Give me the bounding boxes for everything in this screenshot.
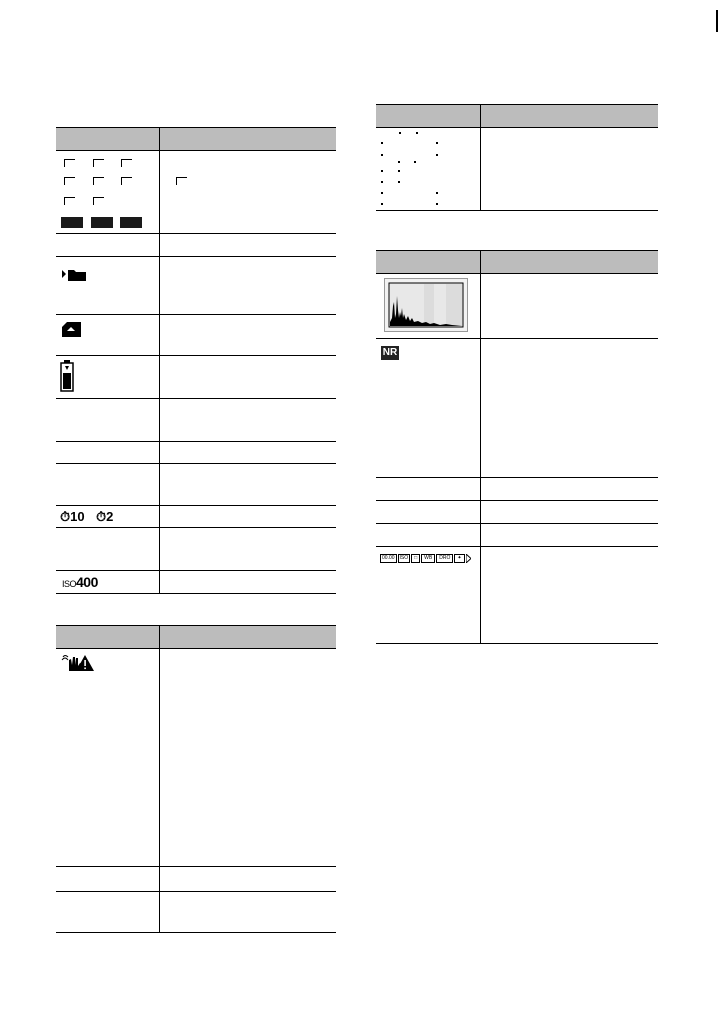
bracket-icon xyxy=(176,177,187,185)
af-point xyxy=(436,203,438,205)
af-point xyxy=(381,181,383,183)
image-size-desc xyxy=(160,151,336,233)
table-row xyxy=(56,234,336,257)
table-header xyxy=(376,105,658,128)
strip-cell: WB xyxy=(421,554,435,563)
display-table-2 xyxy=(56,625,336,933)
table-row xyxy=(56,315,336,356)
table-row xyxy=(56,649,336,867)
table-row xyxy=(376,128,658,210)
self-timer-10-value: 10 xyxy=(70,509,85,524)
self-timer-10-icon: ⏱10 xyxy=(60,509,85,524)
af-point xyxy=(381,142,383,144)
table-header xyxy=(56,626,336,649)
battery-icon xyxy=(60,360,74,392)
af-area-frame xyxy=(376,128,481,210)
strip-arrow-icon xyxy=(466,554,471,563)
table-header xyxy=(376,251,658,274)
display-table-4 xyxy=(376,250,658,644)
table-row xyxy=(56,151,336,234)
af-point xyxy=(381,170,383,172)
iso-prefix: ISO xyxy=(62,579,77,589)
table-row xyxy=(376,478,658,501)
af-point xyxy=(381,203,383,205)
af-point xyxy=(436,192,438,194)
memory-card-icon xyxy=(61,321,83,338)
bracket-icon xyxy=(64,177,75,185)
table-header xyxy=(56,128,336,151)
af-point xyxy=(399,132,401,134)
af-point xyxy=(398,161,400,163)
bracket-icon xyxy=(121,159,132,167)
strip-cell: ✦ xyxy=(454,554,464,563)
strip-cell: DRO xyxy=(436,554,453,563)
af-point xyxy=(398,170,400,172)
table-row xyxy=(56,399,336,442)
bracket-icon xyxy=(93,177,104,185)
folder-icon xyxy=(62,267,88,281)
self-timer-2-icon: ⏱2 xyxy=(96,509,114,524)
header-display-cell xyxy=(56,128,160,150)
bracket-icon xyxy=(121,177,132,185)
table-row xyxy=(56,892,336,932)
bracket-icon xyxy=(64,197,75,205)
table-row xyxy=(56,571,336,593)
strip-cell: ISO xyxy=(399,555,409,561)
bracket-icon xyxy=(93,159,104,167)
af-point xyxy=(381,154,383,156)
table-row xyxy=(376,524,658,547)
af-point xyxy=(416,132,418,134)
table-row xyxy=(56,464,336,506)
display-table-1 xyxy=(56,127,336,594)
strip-cell: 00.00 xyxy=(382,555,395,561)
self-timer-2-value: 2 xyxy=(106,509,114,524)
page-edge-mark xyxy=(716,10,718,32)
af-point xyxy=(436,154,438,156)
quality-icon xyxy=(61,217,83,228)
quality-icon xyxy=(120,217,142,228)
table-row xyxy=(56,356,336,399)
af-point xyxy=(381,192,383,194)
iso-value: 400 xyxy=(76,574,98,590)
display-table-3 xyxy=(376,104,658,211)
table-row xyxy=(376,547,658,643)
image-size-icons xyxy=(56,151,160,233)
histogram-icon xyxy=(384,278,468,332)
af-point xyxy=(398,181,400,183)
bracket-icon xyxy=(64,159,75,167)
bracket-icon xyxy=(93,197,104,205)
table-row xyxy=(376,339,658,478)
af-point xyxy=(436,142,438,144)
table-row xyxy=(56,867,336,892)
exposure-strip-icon xyxy=(380,554,471,563)
table-row xyxy=(376,274,658,339)
camera-shake-warning-icon xyxy=(61,653,95,673)
quality-icon xyxy=(91,217,113,228)
af-point xyxy=(414,161,416,163)
table-row xyxy=(376,501,658,524)
header-indication-cell xyxy=(160,128,336,150)
table-row xyxy=(56,442,336,464)
noise-reduction-icon: NR xyxy=(382,347,398,358)
table-row xyxy=(56,506,336,528)
table-row xyxy=(56,528,336,571)
table-row xyxy=(56,257,336,315)
iso-indicator xyxy=(62,574,98,590)
strip-cell: □ xyxy=(411,554,420,563)
